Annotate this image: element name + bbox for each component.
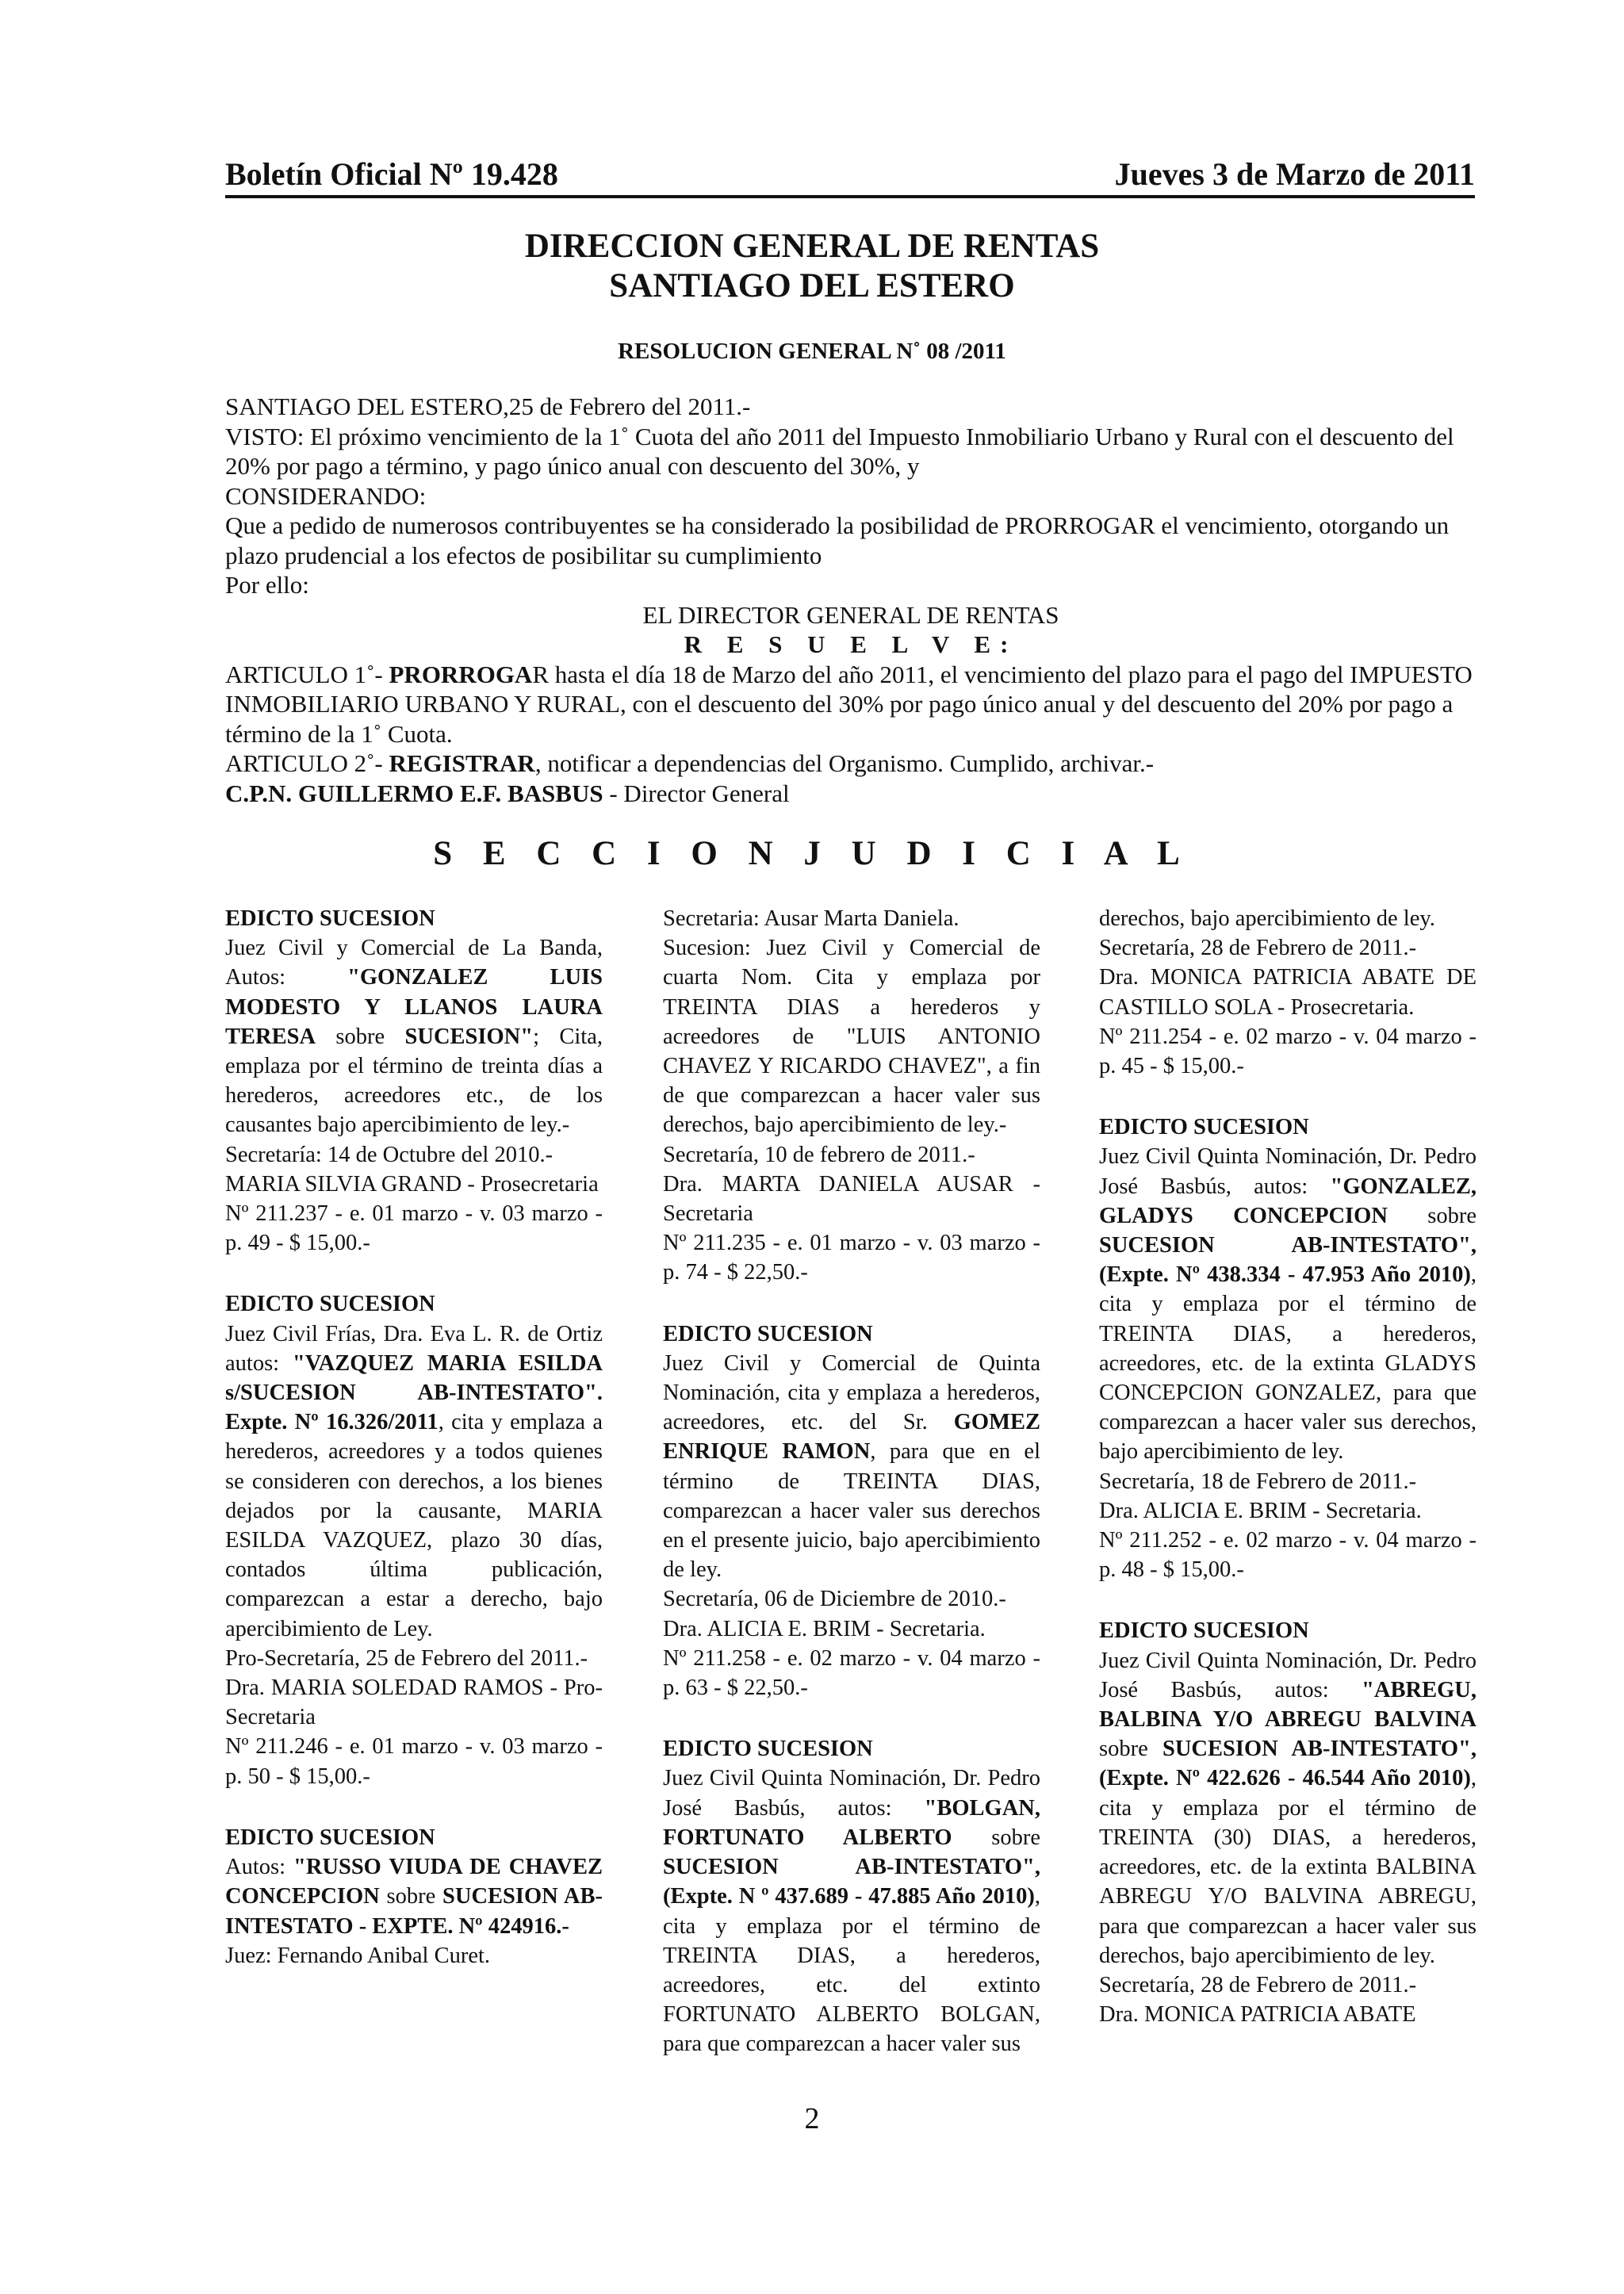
por-ello: Por ello:	[225, 571, 309, 599]
edict-reference: Nº 211.237 - e. 01 marzo - v. 03 marzo - p. 49 - $ 15,00.-	[225, 1201, 603, 1256]
edict-parties: "BOLGAN, FORTUNATO ALBERTO	[663, 1795, 1040, 1850]
edict-text: Juez Civil y Comercial de Quinta Nominación, cita y emplaza a herederos, acreedores, etc. del Sr.	[663, 1350, 1040, 1435]
edict-reference: Nº 211.258 - e. 02 marzo - v. 04 marzo - p. 63 - $ 22,50.-	[663, 1645, 1040, 1701]
article-1	[225, 660, 1477, 749]
edict-text: , cita y emplaza por el término de TREINTA DIAS, a herederos, acreedores, etc. del extinto FORTUNATO ALBERTO BOLGAN, para que comparezcan a hacer valer sus	[663, 1884, 1040, 2057]
edict-date: Secretaría, 10 de febrero de 2011.-	[663, 1142, 975, 1167]
edict-title: EDICTO SUCESION	[663, 1321, 873, 1346]
edict-parties: "GONZALEZ LUIS MODESTO Y LLANOS LAURA TERESA	[225, 965, 603, 1049]
edict-text: sobre	[1387, 1203, 1477, 1228]
edict-body	[663, 1349, 1040, 1585]
signer-role: - Director General	[603, 779, 790, 807]
edict-case: SUCESION"	[404, 1024, 534, 1049]
edict-date: Secretaría, 28 de Febrero de 2011.-	[1099, 1972, 1417, 1997]
edict-title: EDICTO SUCESION	[225, 906, 435, 931]
article-2-text: , notificar a dependencias del Organismo. Cumplido, archivar.-	[534, 749, 1155, 777]
edict-reference: Nº 211.252 - e. 02 marzo - v. 04 marzo - p. 48 - $ 15,00.-	[1099, 1528, 1477, 1583]
visto-paragraph: VISTO: El próximo vencimiento de la 1˚ Cuota del año 2011 del Impuesto Inmobiliario Urbano y Rural con el descuento del 20% por pago a término, y pago único anual con descuento del 30%, y	[225, 422, 1454, 480]
edict-body	[663, 1764, 1040, 2058]
edict-text: , para que en el término de TREINTA DIAS, comparezcan a hacer valer sus derechos en el presente juicio, bajo apercibimiento de ley.	[663, 1439, 1040, 1583]
resolution-date: SANTIAGO DEL ESTERO,25 de Febrero del 2011.-	[225, 393, 751, 420]
edict-signer: Dra. MONICA PATRICIA ABATE DE CASTILLO SOLA - Prosecretaria.	[1099, 965, 1477, 1020]
agency-title: DIRECCION GENERAL DE RENTAS	[524, 228, 1100, 265]
considerando-paragraph: Que a pedido de numerosos contribuyentes se ha considerado la posibilidad de PRORROGAR el vencimiento, otorgando un plazo prudencial a los efectos de posibilitar su cumplimiento	[225, 511, 1450, 569]
edict-reference: Nº 211.254 - e. 02 marzo - v. 04 marzo - p. 45 - $ 15,00.-	[1099, 1024, 1477, 1079]
edict-reference: Nº 211.235 - e. 01 marzo - v. 03 marzo - p. 74 - $ 22,50.-	[663, 1231, 1040, 1285]
edict-body	[225, 1852, 603, 1941]
edict-case: SUCESION AB-INTESTATO", (Expte. N º 437.689 - 47.885 Año 2010)	[663, 1855, 1040, 1909]
page-number: 2	[804, 2102, 820, 2135]
edict-text: sobre	[952, 1825, 1040, 1850]
edict-date: Secretaría, 28 de Febrero de 2011.-	[1099, 936, 1417, 961]
edict-body	[225, 933, 603, 1139]
column-2	[663, 904, 1040, 2059]
article-2-prefix: ARTICULO 2˚-	[225, 749, 389, 777]
edict-text: ; Cita, emplaza por el término de treinta días a herederos, acreedores etc., de los causantes bajo apercibimiento de ley.-	[225, 1024, 603, 1138]
edict-date: Secretaría: 14 de Octubre del 2010.-	[225, 1142, 553, 1167]
edict-case: SUCESION AB-INTESTATO", (Expte. Nº 438.334 - 47.953 Año 2010)	[1099, 1233, 1477, 1288]
edict-signer: Dra. MARIA SOLEDAD RAMOS - Pro-Secretaria	[225, 1676, 603, 1730]
column-1	[225, 904, 603, 1970]
signer	[225, 779, 1477, 809]
edict-body: Sucesion: Juez Civil y Comercial de cuarta Nom. Cita y emplaza por TREINTA DIAS a herederos y acreedores de "LUIS ANTONIO CHAVEZ Y RICARDO CHAVEZ", a fin de que comparezcan a hacer valer sus derechos, bajo apercibimiento de ley.-	[663, 936, 1040, 1138]
bulletin-date: Jueves 3 de Marzo de 2011	[1114, 156, 1475, 192]
article-1-text: R hasta el día 18 de Marzo del año 2011, el vencimiento del plazo para el pago del IMPUESTO INMOBILIARIO URBANO Y RURAL, con el descuento del 30% por pago único anual y del descuento del 20% por pago a término de la 1˚ Cuota.	[225, 660, 1473, 748]
edict-title: EDICTO SUCESION	[1099, 1618, 1309, 1644]
edict-title: EDICTO SUCESION	[225, 1292, 435, 1317]
signer-name: C.P.N. GUILLERMO E.F. BASBUS	[225, 779, 603, 807]
edict-text: Juez Civil y Comercial de La Banda, Autos:	[225, 936, 603, 990]
director-heading: EL DIRECTOR GENERAL DE RENTAS	[642, 600, 1059, 629]
edict-parties: "RUSSO VIUDA DE CHAVEZ CONCEPCION	[225, 1855, 603, 1909]
resolution-title: RESOLUCION GENERAL N˚ 08 /2011	[618, 339, 1006, 364]
edict-date: Pro-Secretaría, 25 de Febrero del 2011.-	[225, 1645, 588, 1671]
article-1-prefix: ARTICULO 1˚-	[225, 660, 389, 688]
edict-text: Autos:	[225, 1855, 293, 1880]
edict-text: Juez Civil Quinta Nominación, Dr. Pedro José Basbús, autos:	[663, 1766, 1040, 1821]
edict-body	[1099, 1142, 1477, 1466]
article-2	[225, 749, 1477, 779]
edict-title: EDICTO SUCESION	[663, 1737, 873, 1762]
column-3	[1099, 904, 1477, 2029]
edict-text: sobre	[316, 1024, 405, 1049]
edict-body	[225, 1319, 603, 1644]
edict-parties: "GONZALEZ, GLADYS CONCEPCION	[1099, 1174, 1477, 1228]
bulletin-header	[225, 155, 1475, 198]
resolution-body	[225, 392, 1477, 808]
edict-title: EDICTO SUCESION	[1099, 1115, 1309, 1140]
edict-text: , cita y emplaza a herederos, acreedores y a todos quienes se consideren con derechos, a los bienes dejados por la causante, MARIA ESILDA VAZQUEZ, plazo 30 días, contados última publicación, comparezcan a estar a derecho, bajo apercibimiento de Ley.	[225, 1410, 603, 1641]
edict-body	[1099, 1646, 1477, 1970]
edict-judge: Juez: Fernando Anibal Curet.	[225, 1943, 491, 1968]
edict-parties: "VAZQUEZ MARIA ESILDA s/SUCESION AB-INTESTATO". Expte. Nº 16.326/2011	[225, 1350, 603, 1435]
edict-date: Secretaría, 06 de Diciembre de 2010.-	[663, 1587, 1006, 1612]
edict-text: , cita y emplaza por el término de TREINTA DIAS, a herederos, acreedores, etc. de la extinta GLADYS CONCEPCION GONZALEZ, para que comparezcan a hacer valer sus derechos, bajo apercibimiento de ley.	[1099, 1262, 1477, 1465]
edict-title: EDICTO SUCESION	[225, 1825, 435, 1850]
edict-reference: Nº 211.246 - e. 01 marzo - v. 03 marzo - p. 50 - $ 15,00.-	[225, 1734, 603, 1789]
edict-case: SUCESION AB-INTESTATO", (Expte. Nº 422.626 - 46.544 Año 2010)	[1099, 1737, 1477, 1791]
bulletin-number: Boletín Oficial Nº 19.428	[225, 156, 558, 192]
edict-body: derechos, bajo apercibimiento de ley.	[1099, 906, 1435, 931]
article-1-bold: PRORROGA	[389, 660, 533, 688]
edict-signer: Dra. MARTA DANIELA AUSAR - Secretaria	[663, 1171, 1040, 1227]
edict-text: sobre	[379, 1884, 443, 1909]
agency-subtitle: SANTIAGO DEL ESTERO	[609, 267, 1015, 304]
edict-signer: Dra. ALICIA E. BRIM - Secretaria.	[663, 1616, 986, 1641]
resuelve-heading: R E S U E L V E:	[684, 630, 1018, 658]
edict-parties: GOMEZ ENRIQUE RAMON	[663, 1410, 1040, 1465]
edict-signer: Dra. ALICIA E. BRIM - Secretaria.	[1099, 1498, 1422, 1523]
article-2-bold: REGISTRAR	[389, 749, 535, 777]
edict-text: , cita y emplaza por el término de TREINTA (30) DIAS, a herederos, acreedores, etc. de la extinta BALBINA ABREGU Y/O BALVINA ABREGU, para que comparezcan a hacer valer sus derechos, bajo apercibimiento de ley.	[1099, 1766, 1477, 1968]
edict-text: sobre	[1099, 1737, 1162, 1762]
edict-signer: Dra. MONICA PATRICIA ABATE	[1099, 2002, 1416, 2028]
edict-signer: MARIA SILVIA GRAND - Prosecretaria	[225, 1171, 599, 1197]
edict-case: SUCESION AB-INTESTATO - EXPTE. Nº 424916.-	[225, 1884, 603, 1939]
edict-text: Juez Civil Frías, Dra. Eva L. R. de Ortiz autos:	[225, 1321, 603, 1376]
edict-secretary: Secretaria: Ausar Marta Daniela.	[663, 906, 959, 931]
edict-text: Juez Civil Quinta Nominación, Dr. Pedro José Basbús, autos:	[1099, 1648, 1477, 1702]
edict-date: Secretaría, 18 de Febrero de 2011.-	[1099, 1469, 1417, 1494]
edict-parties: "ABREGU, BALBINA Y/O ABREGU BALVINA	[1099, 1677, 1477, 1733]
section-title: S E C C I O N J U D I C I A L	[433, 835, 1191, 872]
edict-text: Juez Civil Quinta Nominación, Dr. Pedro José Basbús, autos:	[1099, 1144, 1477, 1199]
considerando-label: CONSIDERANDO:	[225, 481, 427, 510]
